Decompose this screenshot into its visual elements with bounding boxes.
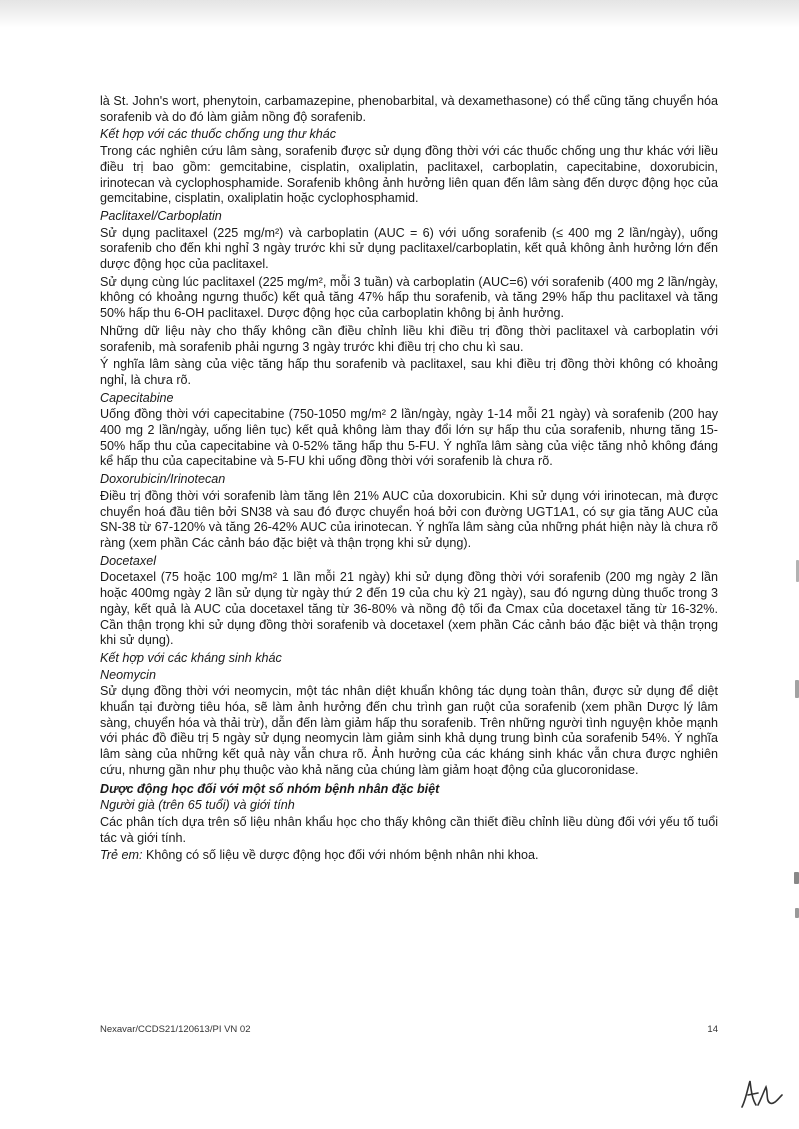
heading-other-antibiotics: Kết hợp với các kháng sinh khác	[100, 650, 282, 665]
heading-docetaxel: Docetaxel	[100, 553, 157, 568]
heading-special-populations: Dược động học đối với một số nhóm bệnh nhân đặc biệt	[100, 781, 440, 796]
paragraph-elderly-gender: Các phân tích dựa trên số liệu nhân khẩu học cho thấy không cần thiết điều chỉnh liều dùng đối với yếu tố tuổi tác và giới tính.	[100, 814, 718, 845]
page-number: 14	[707, 1024, 718, 1035]
paragraph-paclitaxel-1: Sử dụng paclitaxel (225 mg/m²) và carboplatin (AUC = 6) với uống sorafenib (≤ 400 mg 2 lần/ngày), uống sorafenib cho đến khi nghỉ 3 ngày trước khi sử dụng paclitaxel/carboplatin, kết quả không ảnh hưởng lớn đến dược động học của paclitaxel.	[100, 225, 718, 272]
paragraph-children	[100, 848, 718, 864]
paragraph-anticancer-overview: Trong các nghiên cứu lâm sàng, sorafenib được sử dụng đồng thời với các thuốc chống ung thư khác với liều điều trị bao gồm: gemcitabine, cisplatin, oxaliplatin, paclitaxel, carboplatin, capecitabine, doxorubicin, irinotecan và cyclophosphamide. Sorafenib không ảnh hưởng liên quan đến lâm sàng đến dược động học của gemcitabine, cisplatin, oxaliplatin hoặc cyclophosphamid.	[100, 144, 718, 206]
paragraph-paclitaxel-4: Ý nghĩa lâm sàng của việc tăng hấp thu sorafenib và paclitaxel, sau khi điều trị đồng thời không có khoảng nghỉ, là chưa rõ.	[100, 357, 718, 387]
document-body	[100, 94, 718, 866]
paragraph-paclitaxel-2: Sử dụng cùng lúc paclitaxel (225 mg/m², mỗi 3 tuần) và carboplatin (AUC=6) với sorafenib (400 mg 2 lần/ngày, không có khoảng ngưng thuốc) kết quả tăng 47% hấp thu sorafenib, và tăng 29% hấp thu paclitaxel và tăng 50% hấp thu 6-OH paclitaxel. Dược động học của carboplatin không bị ảnh hưởng.	[100, 274, 718, 321]
scan-edge-mark	[795, 680, 799, 698]
scan-edge-mark	[795, 908, 799, 918]
heading-other-anticancer: Kết hợp với các thuốc chống ung thư khác	[100, 127, 337, 142]
paragraph-doxorubicin-irinotecan: Điều trị đồng thời với sorafenib làm tăng lên 21% AUC của doxorubicin. Khi sử dụng với irinotecan, mà được chuyển hoá đầu tiên bởi SN38 và sau đó được chuyển hoá bởi con đường UGT1A1, có sự gia tăng AUC của SN-38 từ 67-120% và tăng 26-42% AUC của irinotecan. Ý nghĩa lâm sàng của những phát hiện này là chưa rõ ràng (xem phần Các cảnh báo đặc biệt và thận trọng khi sử dụng).	[100, 488, 718, 550]
heading-elderly-gender: Người già (trên 65 tuổi) và giới tính	[100, 798, 295, 813]
scan-top-shadow	[0, 0, 799, 28]
handwritten-initials-signature	[738, 1077, 786, 1111]
heading-capecitabine: Capecitabine	[100, 390, 174, 405]
paragraph-capecitabine: Uống đồng thời với capecitabine (750-1050 mg/m² 2 lần/ngày, ngày 1-14 mỗi 21 ngày) và sorafenib (200 hay 400 mg 2 lần/ngày, uống liên tục) kết quả không làm thay đổi lớn sự hấp thu của sorafenib, nhưng tăng 15-50% hấp thu của capecitabine và 0-52% tăng hấp thu 5-FU. Ý nghĩa lâm sàng của việc tăng nhỏ không đáng kể hấp thu của capecitabine và 5-FU khi uống đồng thời với sorafenib là chưa rõ.	[100, 407, 718, 469]
heading-neomycin: Neomycin	[100, 667, 156, 682]
paragraph-neomycin: Sử dụng đồng thời với neomycin, một tác nhân diệt khuẩn không tác dụng toàn thân, được sử dụng để diệt khuẩn tại đường tiêu hóa, sẽ làm ảnh hưởng đến chu trình gan ruột của sorafenib (xem phần Dược lý lâm sàng, chuyển hóa và thải trừ), dẫn đến làm giảm hấp thu sorafenib. Trên những người tình nguyện khỏe mạnh với phác đồ điều trị 5 ngày sử dụng neomycin làm giảm sinh khả dụng trung bình của sorafenib 54%. Ý nghĩa lâm sàng của những kết quả này vẫn chưa rõ. Ảnh hưởng của các kháng sinh khác vẫn chưa được nghiên cứu, nhưng gần như phụ thuộc vào khả năng của chúng làm giảm hoạt động của glucoronidase.	[100, 684, 718, 777]
paragraph-docetaxel: Docetaxel (75 hoặc 100 mg/m² 1 lần mỗi 21 ngày) khi sử dụng đồng thời với sorafenib (200 mg ngày 2 lần hoặc 400mg ngày 2 lần sử dụng từ ngày thứ 2 đến 19 của chu kỳ 21 ngày), sau đó ngưng dùng thuốc trong 3 ngày, kết quả là AUC của docetaxel tăng từ 36-80% và nồng độ tối đa Cmax của docetaxel tăng từ 16-32%. Cần thận trọng khi sử dụng đồng thời sorafenib và docetaxel (xem phần Các cảnh báo đặc biệt và thận trọng khi sử dụng).	[100, 570, 718, 648]
children-text: Không có số liệu về dược động học đối với nhóm bệnh nhân nhi khoa.	[142, 848, 539, 863]
document-code: Nexavar/CCDS21/120613/PI VN 02	[100, 1024, 251, 1035]
heading-doxorubicin-irinotecan: Doxorubicin/Irinotecan	[100, 472, 226, 487]
heading-paclitaxel-carboplatin: Paclitaxel/Carboplatin	[100, 208, 222, 223]
children-label: Trẻ em:	[100, 848, 143, 863]
scan-edge-mark	[794, 872, 799, 884]
paragraph-paclitaxel-3: Những dữ liệu này cho thấy không cần điều chỉnh liều khi điều trị đồng thời paclitaxel và carboplatin với sorafenib, mà sorafenib phải ngưng 3 ngày trước khi điều trị cho chu kì sau.	[100, 323, 718, 354]
paragraph-inducers: là St. John's wort, phenytoin, carbamazepine, phenobarbital, và dexamethasone) có thể cũng tăng chuyển hóa sorafenib và do đó làm giảm nồng độ sorafenib.	[100, 94, 718, 124]
